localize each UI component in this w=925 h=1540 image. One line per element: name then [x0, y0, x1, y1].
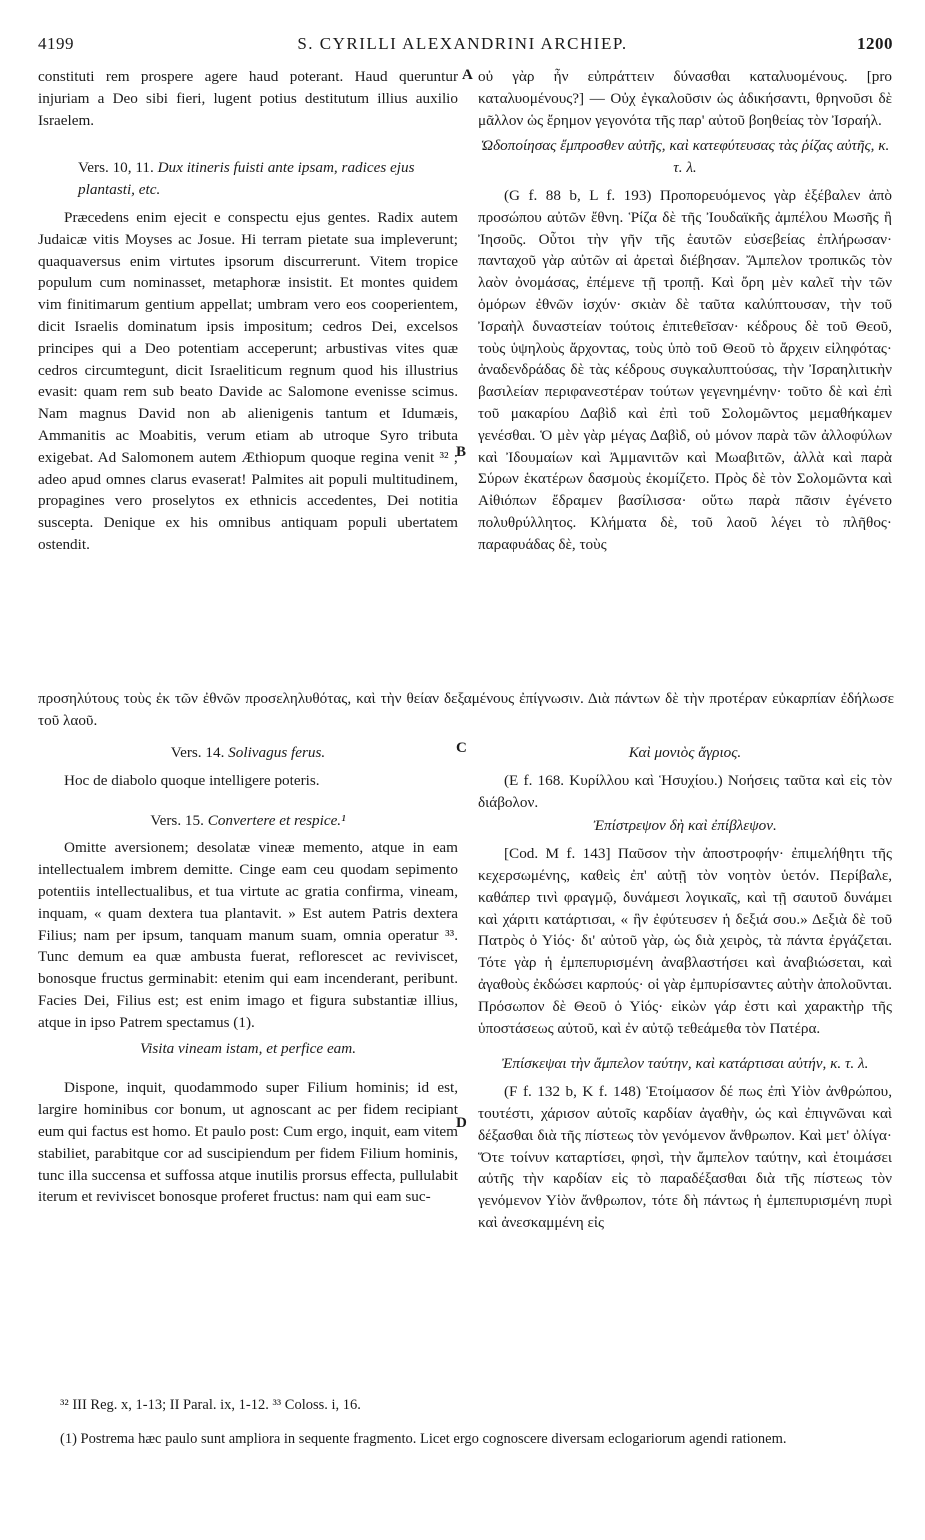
latin-paragraph-main: Præcedens enim ejecit e conspectu ejus gentes. Radix autem Judaicæ vitis Moyses ac Josue. Hi terram pietate sua impleverunt; quaquaversus enim virtutes ipsorum discurrerunt. Vitem tropice populum cum nominasset, metaphoræ insistit. Et montes quidem vim finitimarum gentium appellat; umbram vero eos cooperientem, dicit Israelis dominatum ipsis impositum; cedros Dei, excelsos principes qui a Deo potentiam acceperunt; arbustivas vites quæ cedros circumtegunt, dicit Israeliticum regnum quod his illustrius evasit: quam rem sub beato Davide ac Salomone evenisse scimus. Nam magnus David non ab alienigenis tantum et Idumæis, Ammanitis ac Moabitis, verum etiam ab utroque Syro tributa exigebat. Ad Salomonem autem Æthiopum quoque regina venit ³² ; adeo apud omnes clarus evaserat! Palmites ait populi multitudinem, propagines vero proselytos ex ethnicis accedentes, Dei notitia suscepta. Denique ex his omnibus antiquam populi ubertatem ostendit. — [38, 208, 458, 553]
latin-verse-title: Convertere et respice.¹ — [207, 811, 346, 829]
latin-verse-title: Solivagus ferus. — [228, 744, 326, 761]
section-marker-a: A — [462, 67, 473, 83]
greek-paragraph-diabolo: (E f. 168. Κυρίλλου καὶ Ἡσυχίου.) Νοήσεις ταῦτα καὶ εἰς τὸν διάβολον. — [478, 771, 892, 811]
greek-continuation — [38, 688, 894, 732]
greek-paragraph-main: (G f. 88 b, L f. 193) Προπορευόμενος γὰρ ἐξέβαλεν ἀπὸ προσώπου αὐτῶν ἔθνη. Ῥίζα δὲ τῆς Ἰουδαϊκῆς ἀμπέλου Μωσῆς ἢ Ἰησοῦς. Οὗτοι τὴν γῆν τῆς ἑαυτῶν εὐσεβείας ἐπλήρωσαν· πανταχοῦ γὰρ αὐτῶν αἱ ἀρεταὶ διέβησαν. Ἄμπελον τροπικῶς τὸν λαὸν ὀνομάσας, ἐπέμενε τῇ τροπῇ. Καὶ ὄρη μὲν καλεῖ τὴν τῶν ὁμόρων ἐθνῶν ἰσχύν· σκιὰν δὲ ταῦτα καλύπτουσαν, τὴν τοῦ Ἰσραὴλ δυναστείαν τούτοις ἐπιτεθεῖσαν· κέδρους δὲ τοῦ Θεοῦ, τοὺς ὑψηλοὺς ἄρχοντας, τοὺς ὑπὸ τοῦ Θεοῦ τὸ ἄρχειν εἰληφότας· ἀναδενδράδας δὲ τὰς κέδρους συγκαλυπτούσας, τὴν Ἰσραηλιτικὴν βασιλείαν περιφανεστέραν τούτων γεγενημένην· τοῦτο δὲ καὶ ἐπὶ τοῦ μακαρίου Δαβὶδ καὶ ἐπὶ τοῦ Σολομῶντος μεμαθήκαμεν γενέσθαι. Ὁ μὲν γὰρ μέγας Δαβὶδ, οὐ μόνον παρὰ τῶν ἀλλοφύλων καὶ Ἰδουμαίων καὶ Ἀμμανιτῶν καὶ Μωαβιτῶν, ἀλλὰ καὶ παρὰ Σύρων ἑκατέρων δασμοὺς ἐκομίζετο. Πρὸς δὲ τὸν Σολομῶντα καὶ Αἰθιόπων ἔδραμεν βασίλισσα· οὕτω παρὰ πᾶσιν ἐγένετο πολυθρύλλητος. Κλήματα δὲ, τοῦ λαοῦ λέγει τὸ πλῆθος· παραφυάδας δὲ, τοὺς — [478, 186, 892, 553]
section-marker-c: C — [456, 740, 467, 756]
greek-continuation-text: προσηλύτους τοὺς ἐκ τῶν ἐθνῶν προσεληλυθότας, καὶ τὴν θείαν δεξαμένους ἐπίγνωσιν. Διὰ πάντων δὲ τὴν προτέραν εὐκαρπίαν ἐδήλωσε τοῦ λαοῦ. — [38, 690, 894, 729]
latin-verse-heading-14 — [38, 742, 458, 764]
greek-paragraph-intro — [478, 66, 892, 131]
greek-verse-heading-15: Ἐπίστρεψον δὴ καὶ ἐπίβλεψον. — [593, 817, 777, 835]
latin-verse-number: Vers. 10, 11. — [78, 159, 154, 177]
page-number-right: 1200 — [857, 34, 893, 53]
latin-column-lower — [38, 742, 458, 1208]
latin-verse-heading-15 — [38, 810, 458, 832]
greek-paragraph-dispone: (F f. 132 b, K f. 148) Ἑτοίμασον δέ πως ἐπὶ Υἱὸν ἀνθρώπου, τουτέστι, χάρισον αὐτοῖς καρδίαν ἀγαθὴν, ὡς καὶ ἐπιγνῶναι καὶ δέξασθαι διὰ τῆς πίστεως τὸν γενόμενον ἄνθρωπον. Καὶ μετ' ὀλίγα· Ὅτε τοίνυν καταρτίσει, φησὶ, τὴν ἄμπελον ταύτην, καὶ ἑτοιμάσει αὐτῆς τὴν καρδίαν εἰς τὸ παραδέξασθαι διὰ τῆς πίστεως τὸν γενόμενον Υἱὸν ἄνθρωπον, τότε δὴ πάντως ἡ ἐμπεπυρισμένη πυρὶ καὶ ἀνεσκαμμένη εἰς — [478, 1083, 892, 1231]
greek-column-upper — [478, 66, 892, 556]
latin-heading-visita: Visita vineam istam, et perfice eam. — [139, 1039, 357, 1057]
greek-column-lower — [478, 742, 892, 1234]
greek-heading-visita: Ἐπίσκεψαι τὴν ἄμπελον ταύτην, καὶ κατάρτισαι αὐτήν, κ. τ. λ. — [501, 1055, 869, 1073]
footnote-1: (1) Postrema hæc paulo sunt ampliora in sequente fragmento. Licet ergo cognoscere diversam eclogariorum agendi rationem. — [60, 1431, 787, 1447]
latin-verse-number: Vers. 14. — [170, 744, 225, 761]
greek-intro-text: οὐ γὰρ ἦν εὐπράττειν δύνασθαι καταλυομένους. — [478, 68, 848, 85]
latin-column-upper — [38, 66, 458, 556]
latin-verse-heading-10-11 — [38, 157, 458, 201]
latin-verse-title: Dux itineris fuisti ante ipsam, radices ejus plantasti, etc. — [78, 159, 415, 199]
latin-paragraph-intro: constituti rem prospere agere haud poterant. Haud queruntur injuriam a Deo sibi fieri, lugent potius destitutum illius auxilio Israelem. — [38, 68, 458, 129]
section-marker-b: B — [456, 444, 467, 460]
section-marker-d: D — [456, 1115, 467, 1131]
greek-verse-heading-14: Καὶ μονιὸς ἄγριος. — [628, 744, 742, 761]
latin-paragraph-convertere: Omitte aversionem; desolatæ vineæ memento, atque in eam intellectualem imbrem demitte. Cinge eam ceu quodam sepimento potentiis intellectualibus, et tua virtute ac gratia confirma, vineam, inquam, « quam dextera tua plantavit. » Est autem Patris dextera Filius; nam per ipsum, tanquam manum suam, omnia operatur ³³. Tunc demum ea quæ ambusta fuerat, reflorescet ac reviviscet, bonosque fructus germinabit: etenim qui eam incenderant, peribunt. Facies Dei, Filius est; est enim imago et figura substantiæ illius, atque in ipso Patrem spectamus (1). — [38, 839, 458, 1031]
footnote-references: ³² III Reg. x, 1-13; II Paral. ix, 1-12. ³³ Coloss. i, 16. — [60, 1397, 361, 1413]
greek-paragraph-convertere: [Cod. M f. 143] Παῦσον τὴν ἀποστροφήν· ἐπιμελήθητι τῆς κεχερσωμένης, καθεὶς ἐπ' αὐτῇ τὸν νοητὸν ὑετόν. Περίβαλε, καθάπερ τινὶ φραγμῷ, δυνάμεσι λογικαῖς, καὶ τῇ σαυτοῦ δυνάμει καὶ χάριτι κατάρτισαι, « ἣν ἐφύτευσεν ἡ δεξιά σου.» Δεξιὰ δὲ τοῦ Πατρὸς ὁ Υἱός· δι' αὐτοῦ γὰρ, ὡς διὰ χειρὸς, τὰ πάντα ἐργάζεται. Τότε γὰρ ἡ ἐμπεπυρισμένη ἀναβλαστήσει καὶ ἀναβιώσεται, καὶ ἀγαθοὺς ἐκδώσει καρπούς· οἱ γὰρ ἐμπυρίσαντες αὐτὴν ἀπολοῦνται. Πρόσωπον δὲ Θεοῦ ὁ Υἱός· εἰκὼν γάρ ἐστι καὶ χαρακτὴρ τῆς ὑποστάσεως αὐτοῦ, καὶ ἐν αὐτῷ τεθεάμεθα τὸν Πατέρα. — [478, 845, 892, 1037]
latin-paragraph-diabolo: Hoc de diabolo quoque intelligere poteris. — [64, 771, 320, 789]
running-title: S. CYRILLI ALEXANDRINI ARCHIEP. — [297, 34, 628, 53]
page-number-left: 4199 — [38, 34, 74, 53]
footnotes — [38, 1395, 894, 1449]
greek-intro-emendation: [pro καταλυομένους?] — Οὐχ ἐγκαλοῦσιν ὡς ἀδικήσαντι, θρηνοῦσι δὲ μᾶλλον ὡς ἔρημον γεγονότα τῆς παρ' αὐτοῦ βοηθείας τὸν Ἰσραήλ. — [478, 68, 892, 129]
latin-verse-number: Vers. 15. — [150, 811, 204, 829]
latin-paragraph-dispone: Dispone, inquit, quodammodo super Filium hominis; id est, largire hominibus cor bonum, ut agnoscant ac per fidem recipiant eum qui factus est homo. Et paulo post: Cum ergo, inquit, eam vitem stabiliet, parabitque cor ad suscipiendum per fidem Filium hominis, tunc illa succensa et suffossa atque inutilis prorsus effecta, pullulabit iterum et reviviscet bonosque proferet fructus: nam qui eam suc- — [38, 1079, 458, 1206]
greek-verse-heading-10-11: Ὡδοποίησας ἔμπροσθεν αὐτῆς, καὶ κατεφύτευσας τὰς ῥίζας αὐτῆς, κ. τ. λ. — [480, 137, 890, 177]
